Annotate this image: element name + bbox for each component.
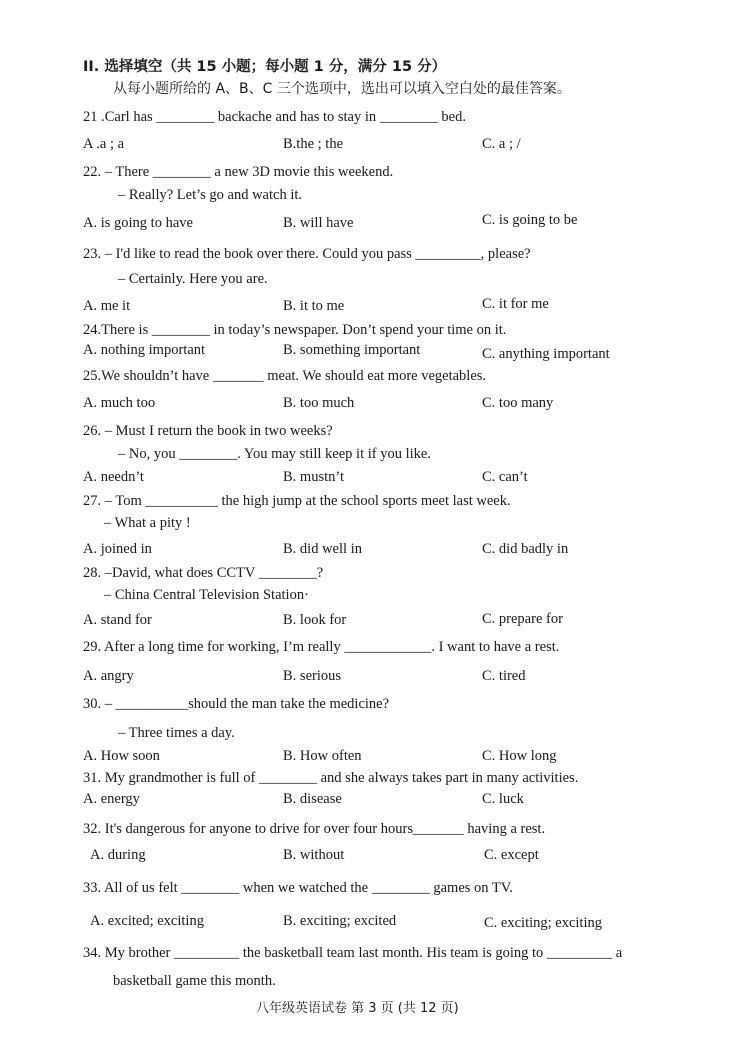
option-b: B. without <box>283 847 345 863</box>
question-text: 26. – Must I return the book in two weeks? <box>83 423 333 439</box>
section-instruction: 从每小题所给的 A、B、C 三个选项中，选出可以填入空白处的最佳答案。 <box>113 81 571 97</box>
option-c: C. it for me <box>482 296 549 312</box>
option-b: B. something important <box>283 342 421 358</box>
option-b: B. disease <box>283 791 342 807</box>
option-c: C. a ; / <box>482 136 521 152</box>
question-text: 25.We shouldn’t have _______ meat. We should eat more vegetables. <box>83 368 487 384</box>
question-text-continued: basketball game this month. <box>113 973 276 989</box>
option-b: B.the ; the <box>283 136 344 152</box>
option-c: C. prepare for <box>482 611 563 627</box>
question-text: 30. – __________should the man take the medicine? <box>83 696 390 712</box>
question-text: 23. – I'd like to read the book over there. Could you pass _________, please? <box>83 246 531 262</box>
option-c: C. How long <box>482 748 557 764</box>
option-c: C. except <box>484 847 539 863</box>
question-text: 28. –David, what does CCTV ________? <box>83 565 324 581</box>
question-text: 32. It's dangerous for anyone to drive for over four hours_______ having a rest. <box>83 821 546 837</box>
option-b: B. will have <box>283 215 354 231</box>
question-text: 27. – Tom __________ the high jump at the school sports meet last week. <box>83 493 511 509</box>
question-reply: – China Central Television Station· <box>104 587 309 603</box>
option-a: A. me it <box>83 298 131 314</box>
question-text: 33. All of us felt ________ when we watched the ________ games on TV. <box>83 880 513 896</box>
option-a: A. How soon <box>83 748 160 764</box>
option-c: C. too many <box>482 395 554 411</box>
page-footer: 八年级英语试卷 第 3 页 (共 12 页) <box>256 1001 459 1016</box>
option-a: A. excited; exciting <box>90 913 204 929</box>
option-a: A. during <box>90 847 146 863</box>
option-b: B. How often <box>283 748 362 764</box>
question-text: 22. – There ________ a new 3D movie this weekend. <box>83 164 394 180</box>
option-a: A .a ; a <box>83 136 125 152</box>
question-text: 34. My brother _________ the basketball team last month. His team is going to _________ a <box>83 945 623 961</box>
option-a: A. needn’t <box>83 469 144 485</box>
option-a: A. stand for <box>83 612 152 628</box>
option-c: C. exciting; exciting <box>484 915 602 931</box>
option-b: B. serious <box>283 668 341 684</box>
option-b: B. did well in <box>283 541 362 557</box>
question-reply: – What a pity ! <box>104 515 191 531</box>
option-b: B. mustn’t <box>283 469 344 485</box>
option-c: C. tired <box>482 668 526 684</box>
question-text: 21 .Carl has ________ backache and has to stay in ________ bed. <box>83 109 466 125</box>
question-reply: – No, you ________. You may still keep it if you like. <box>118 446 431 462</box>
section-title: II. 选择填空（共 15 小题；每小题 1 分，满分 15 分） <box>83 59 447 75</box>
option-a: A. much too <box>83 395 156 411</box>
option-b: B. exciting; excited <box>283 913 397 929</box>
question-reply: – Three times a day. <box>118 725 235 741</box>
question-reply: – Really? Let’s go and watch it. <box>118 187 303 203</box>
option-b: B. look for <box>283 612 347 628</box>
option-c: C. luck <box>482 791 524 807</box>
option-a: A. joined in <box>83 541 152 557</box>
question-text: 24.There is ________ in today’s newspaper. Don’t spend your time on it. <box>83 322 507 338</box>
option-c: C. can’t <box>482 469 528 485</box>
option-c: C. is going to be <box>482 212 578 228</box>
option-c: C. anything important <box>482 346 610 362</box>
question-text: 29. After a long time for working, I’m really ____________. I want to have a rest. <box>83 639 560 655</box>
question-text: 31. My grandmother is full of ________ and she always takes part in many activities. <box>83 770 579 786</box>
option-b: B. too much <box>283 395 355 411</box>
option-a: A. is going to have <box>83 215 193 231</box>
option-a: A. nothing important <box>83 342 206 358</box>
question-reply: – Certainly. Here you are. <box>118 271 268 287</box>
option-c: C. did badly in <box>482 541 569 557</box>
option-b: B. it to me <box>283 298 345 314</box>
option-a: A. angry <box>83 668 134 684</box>
option-a: A. energy <box>83 791 140 807</box>
